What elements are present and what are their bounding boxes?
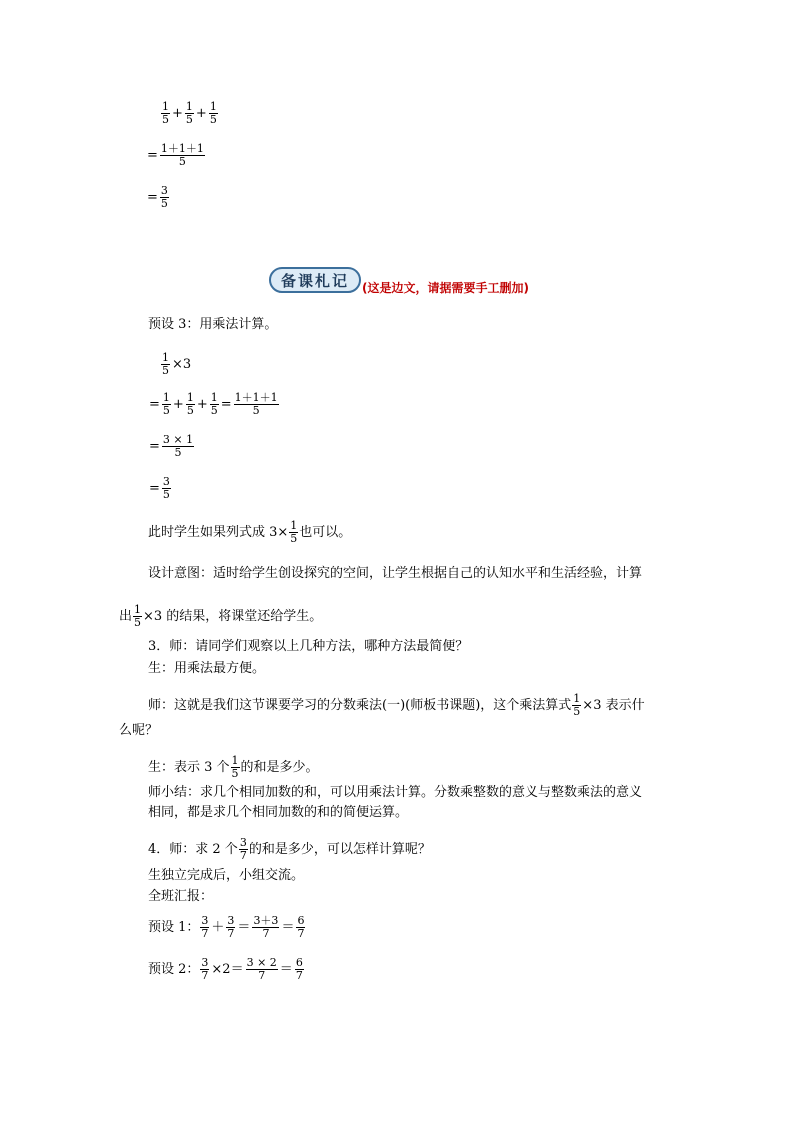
fraction: $\frac{1}{5}$ [162,391,170,417]
fraction: $\frac{3 \times 2}{7}$ [246,956,277,982]
fraction: $\frac{1}{5}$ [290,519,298,545]
design-intent-line1: 设计意图：适时给学生创设探究的空间，让学生根据自己的认知水平和生活经验，计算 [148,566,643,581]
fraction: $\frac{1}{5}$ [186,391,194,417]
teacher-statement: 师：这就是我们这节课要学习的分数乘法(一)(师板书课题)，这个乘法算式 $\frac{1}{5}$ ×3 表示什 [148,692,645,718]
side-note: (这是边文，请据需要手工删加) [362,281,529,295]
fraction: $\frac{1}{5}$ [210,391,218,417]
preset3-step-2: = $\frac{3 \times 1}{5}$ [149,433,194,459]
student-alternative-note: 此时学生如果列式成 3× $\frac{1}{5}$ 也可以。 [148,519,352,545]
fraction: $\frac{6}{7}$ [295,956,303,982]
preset3-expr: $\frac{1}{5}$ ×3 [162,351,192,377]
intro-step-2: = $\frac{3}{5}$ [147,184,168,210]
intro-step-1: = $\frac{1+1+1}{5}$ [147,142,204,168]
preset3-step-3: = $\frac{3}{5}$ [149,475,170,501]
fraction: $\frac{1}{5}$ [573,692,581,718]
preset3-label: 预设 3：用乘法计算。 [148,317,278,332]
fraction: $\frac{1}{5}$ [162,100,169,126]
fraction: $\frac{1}{5}$ [134,603,142,629]
fraction: $\frac{3+3}{7}$ [253,914,279,940]
fraction: $\frac{3}{7}$ [227,914,235,940]
class-report: 全班汇报： [148,889,214,904]
teacher-summary-line1: 师小结：求几个相同加数的和，可以用乘法计算。分数乘整数的意义与整数乘法的意义 [148,785,643,800]
fraction: $\frac{1+1+1}{5}$ [234,391,278,417]
fraction: $\frac{3}{7}$ [201,956,209,982]
fraction: $\frac{3 \times 1}{5}$ [162,433,194,459]
fraction: $\frac{3}{5}$ [162,475,170,501]
step4-question: 4．师：求 2 个 $\frac{3}{7}$ 的和是多少，可以怎样计算呢？ [148,836,431,862]
fraction: $\frac{1}{5}$ [185,100,193,126]
fraction: $\frac{1}{5}$ [231,754,239,780]
independent-work: 生独立完成后，小组交流。 [148,868,305,883]
fraction: $\frac{3}{7}$ [239,836,247,862]
fraction: $\frac{1}{5}$ [209,100,217,126]
teacher-summary-line2: 相同，都是求几个相同加数的和的简便运算。 [148,805,409,820]
preset-1: 预设 1： $\frac{3}{7}$ ＋ $\frac{3}{7}$ ＝ $\frac{3+3}{7}$ ＝ $\frac{6}{7}$ [148,914,305,940]
notes-badge: 备课札记 [269,267,361,293]
design-intent-line2: 出 $\frac{1}{5}$ ×3 的结果，将课堂还给学生。 [119,603,323,629]
preset-2: 预设 2： $\frac{3}{7}$ ×2＝ $\frac{3 \times 2}{7}$ ＝ $\frac{6}{7}$ [148,956,303,982]
preset3-step-1: = $\frac{1}{5}$ + $\frac{1}{5}$ + $\frac{1}{5}$ = $\frac{1+1+1}{5}$ [149,391,278,417]
fraction: $\frac{3}{5}$ [160,184,168,210]
fraction: $\frac{1}{5}$ [162,351,169,377]
intro-expression: $\frac{1}{5}$ + $\frac{1}{5}$ + $\frac{1}{5}$ [162,100,217,126]
step3-answer: 生：用乘法最方便。 [148,661,266,676]
student-response: 生：表示 3 个 $\frac{1}{5}$ 的和是多少。 [148,754,319,780]
step3-question: 3．师：请同学们观察以上几种方法，哪种方法最简便？ [148,639,469,654]
fraction: $\frac{1+1+1}{5}$ [160,142,204,168]
fraction: $\frac{3}{7}$ [201,914,209,940]
fraction: $\frac{6}{7}$ [297,914,305,940]
teacher-statement-cont: 么呢？ [119,723,159,738]
